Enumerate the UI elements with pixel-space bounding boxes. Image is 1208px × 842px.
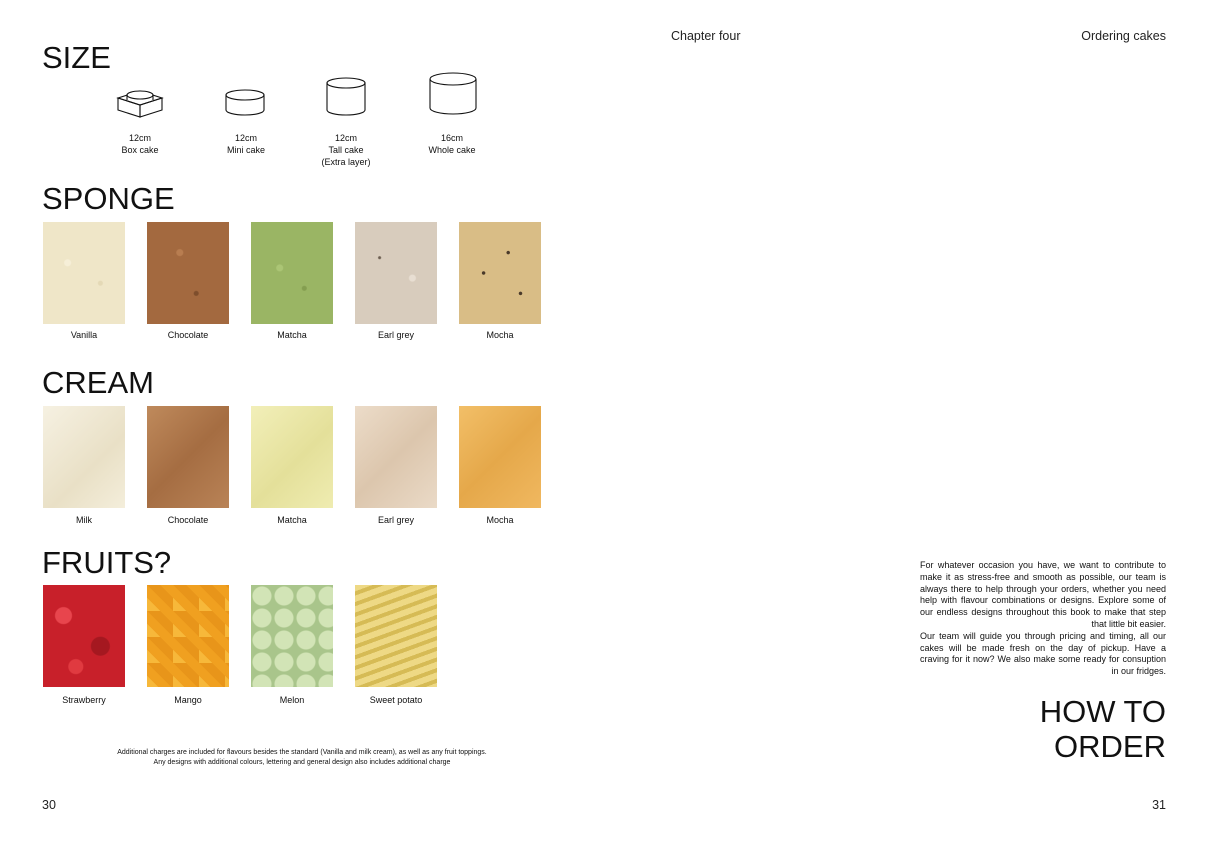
mini-cake-icon [222,86,268,120]
page-number-left: 30 [42,798,56,812]
size-heading: SIZE [42,40,111,75]
fruit-strawberry-swatch [43,585,125,687]
tall-cake-icon [322,74,370,120]
sponge-matcha-swatch [251,222,333,324]
sponge-chocolate-label: Chocolate [167,330,209,340]
fruit-mango-swatch [147,585,229,687]
cream-earl-grey-label: Earl grey [377,515,414,525]
cream-earl-grey-swatch [355,406,437,508]
cream-milk-swatch [43,406,125,508]
fruit-melon-label: Melon [279,695,305,705]
cream-matcha-swatch [251,406,333,508]
cream-milk-label: Milk [76,515,92,525]
sponge-earl-grey-label: Earl grey [377,330,414,340]
sponge-vanilla-label: Vanilla [70,330,98,340]
chapter-label: Chapter four [671,29,741,43]
whole-cake-icon [424,70,482,120]
section-label: Ordering cakes [1081,29,1166,43]
sponge-earl-grey-swatch [355,222,437,324]
cream-chocolate-label: Chocolate [167,515,209,525]
how-to-order-title: HOW TO ORDER [1039,694,1166,764]
box-cake-icon [112,84,168,124]
sponge-mocha-swatch [459,222,541,324]
sponge-matcha-label: Matcha [277,330,307,340]
fruit-melon-swatch [251,585,333,687]
sponge-heading: SPONGE [42,181,175,216]
intro-paragraph: For whatever occasion you have, we want to contribute to make it as stress-free and smooth as possible, our team is always there to help through your orders, whether you need help with flavour combinations or designs. Explore some of our endless designs throughout this book to make that step that little bit easier. Our team will guide you through pricing and timing, all our cakes will be made fresh on the day of pickup. Have a craving for it now? We also make some ready for consuption in our fridges. [920,560,1166,677]
sponge-vanilla-swatch [43,222,125,324]
cream-matcha-label: Matcha [277,515,307,525]
cream-chocolate-swatch [147,406,229,508]
fruit-sweet-potato-swatch [355,585,437,687]
cream-heading: CREAM [42,365,154,400]
fruits-heading: FRUITS? [42,545,172,580]
size-label-whole: 16cm Whole cake [428,133,476,155]
cream-mocha-swatch [459,406,541,508]
fruit-sweet-potato-label: Sweet potato [369,695,423,705]
sponge-mocha-label: Mocha [486,330,514,340]
additional-charges-note: Additional charges are included for flavours besides the standard (Vanilla and milk cream), as well as any fruit toppings. Any designs with additional colours, lettering and general design also includes additional charge [117,749,487,766]
sponge-chocolate-swatch [147,222,229,324]
size-label-tall: 12cm Tall cake (Extra layer) [321,133,371,167]
size-label-box: 12cm Box cake [121,133,159,155]
page-number-right: 31 [1152,798,1166,812]
fruit-strawberry-label: Strawberry [62,695,106,705]
cream-mocha-label: Mocha [486,515,514,525]
fruit-mango-label: Mango [174,695,202,705]
size-label-mini: 12cm Mini cake [226,133,265,155]
